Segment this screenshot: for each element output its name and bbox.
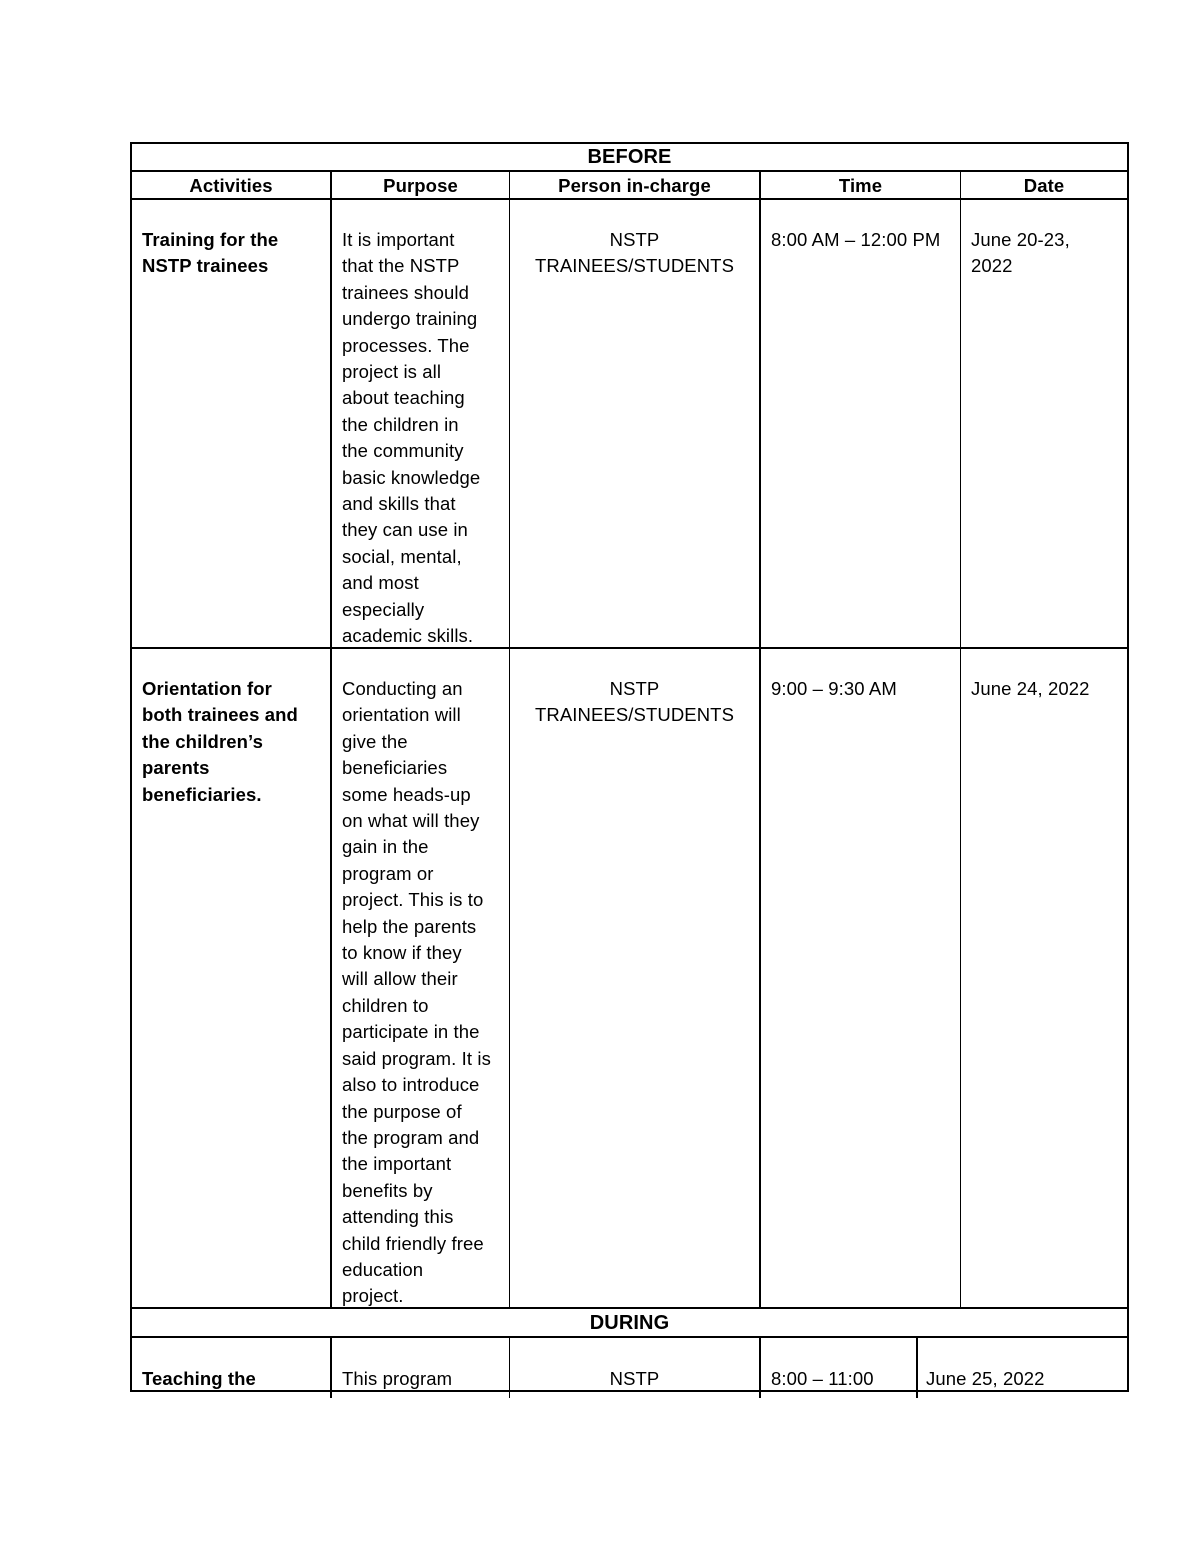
- during-row1-date: June 25, 2022: [926, 1368, 1045, 1389]
- col-rule-2: [509, 172, 510, 1308]
- row1-date: June 20-23, 2022: [971, 229, 1070, 277]
- header-activities: Activities: [189, 175, 273, 196]
- row1-time: 8:00 AM – 12:00 PM: [771, 229, 941, 250]
- header-date: Date: [1023, 175, 1065, 196]
- row1-activity: Training for the NSTP trainees: [142, 229, 279, 277]
- during-section-title: DURING: [589, 1312, 670, 1334]
- row2-time: 9:00 – 9:30 AM: [771, 678, 897, 699]
- row2-date: June 24, 2022: [971, 678, 1090, 699]
- row1-purpose: It is important that the NSTP trainees should undergo training processes. The project is all about teaching the children in the community basic knowledge and skills that they can use in social, mental, and most especially academic skills.: [342, 229, 481, 647]
- during-row1-person-in-charge: NSTP: [609, 1368, 660, 1389]
- row2-purpose: Conducting an orientation will give the beneficiaries some heads-up on what will they gain in the program or project. This is to help the parents to know if they will allow their children to participate in the said program. It is also to introduce the purpose of the program and the important benefits by attending this child friendly free education project.: [342, 678, 491, 1307]
- rule-below-row1: [132, 647, 1127, 649]
- col-rule-4: [960, 172, 961, 1308]
- col-rule-3: [759, 172, 761, 1308]
- during-row1-activity: Teaching the: [142, 1368, 256, 1389]
- during-row1-time: 8:00 – 11:00: [771, 1368, 874, 1389]
- row2-activity: Orientation for both trainees and the children’s parents beneficiaries.: [142, 678, 298, 805]
- before-section-title: BEFORE: [587, 146, 672, 168]
- during-col-rule-3: [759, 1338, 761, 1398]
- during-col-rule-4: [916, 1338, 918, 1398]
- header-time: Time: [838, 175, 883, 196]
- during-row1-purpose: This program: [342, 1368, 453, 1389]
- during-col-rule-1: [330, 1338, 332, 1398]
- col-rule-1: [330, 172, 332, 1308]
- header-purpose: Purpose: [383, 175, 458, 196]
- row1-person-in-charge: NSTP TRAINEES/STUDENTS: [534, 229, 735, 277]
- row2-person-in-charge: NSTP TRAINEES/STUDENTS: [534, 678, 735, 726]
- header-person-in-charge: Person in-charge: [558, 175, 711, 196]
